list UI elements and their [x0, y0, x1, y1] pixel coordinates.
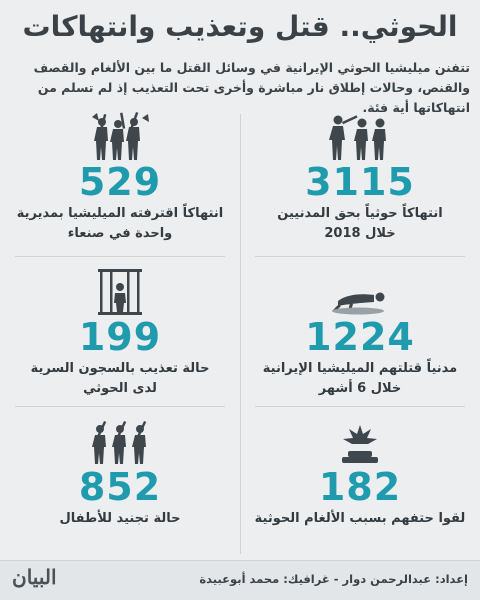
stats-grid — [0, 104, 480, 556]
stat-violations-directorate — [0, 104, 240, 254]
prison-cell-icon — [80, 267, 160, 317]
stat-description — [250, 509, 470, 529]
stat-violations-civilians — [240, 104, 480, 254]
stat-landmine-deaths — [240, 409, 480, 559]
soldier-prisoners-icon — [320, 112, 400, 162]
stat-description-line: خلال 2018 — [324, 226, 396, 241]
stat-description — [250, 204, 470, 244]
albayan-logo: البيان — [12, 565, 57, 589]
fallen-body-icon — [320, 267, 400, 317]
stat-number: 199 — [78, 315, 162, 359]
stat-child-recruitment — [0, 409, 240, 559]
grid-divider-horizontal — [15, 256, 225, 257]
stat-description-line: مدنياً قتلتهم الميليشيا الإيرانية — [262, 361, 458, 376]
landmine-explosion-icon — [320, 417, 400, 467]
stat-description-line: لقوا حتفهم بسبب الألغام الحوثية — [254, 511, 466, 526]
stat-description-line: واحدة في صنعاء — [67, 226, 173, 241]
stat-description-line: انتهاكاً اقترفته الميليشيا بمديرية — [16, 206, 224, 221]
stat-number: 3115 — [305, 160, 415, 204]
title-bar — [0, 0, 480, 52]
grid-divider-horizontal — [255, 256, 465, 257]
footer-divider — [0, 560, 480, 561]
stat-description — [250, 359, 470, 399]
page-title: الحوثي.. قتل وتعذيب وانتهاكات — [22, 9, 458, 43]
stat-description — [10, 359, 230, 399]
stat-torture-cases — [0, 259, 240, 409]
armed-militia-icon — [80, 112, 160, 162]
stat-civilians-killed — [240, 259, 480, 409]
stat-number: 1224 — [305, 315, 415, 359]
stat-number: 852 — [78, 465, 162, 509]
stat-description-line: حالة تعذيب بالسجون السرية — [30, 361, 210, 376]
stat-number: 529 — [78, 160, 162, 204]
stat-description — [10, 204, 230, 244]
stat-description — [10, 509, 230, 529]
stat-description-line: لدى الحوثي — [83, 381, 157, 396]
stat-description-line: خلال 6 أشهر — [318, 381, 402, 396]
stat-description-line: انتهاكاً حوثياً بحق المدنيين — [277, 206, 443, 221]
credits: إعداد: عبدالرحمن دوار - غرافيك: محمد أبوعبيدة — [199, 572, 468, 586]
intro-paragraph: تتفنن ميليشيا الحوثي الإيرانية في وسائل القتل ما بين الألغام والقصف والقنص، وحالات إطلاق نار مباشرة وأخرى تحت التعذيب إذ لم تسلم من انتهاكاتها أية فئة. — [33, 60, 470, 115]
stat-description-line: حالة تجنيد للأطفال — [59, 511, 181, 526]
stat-number: 182 — [318, 465, 402, 509]
child-soldiers-icon — [80, 417, 160, 467]
